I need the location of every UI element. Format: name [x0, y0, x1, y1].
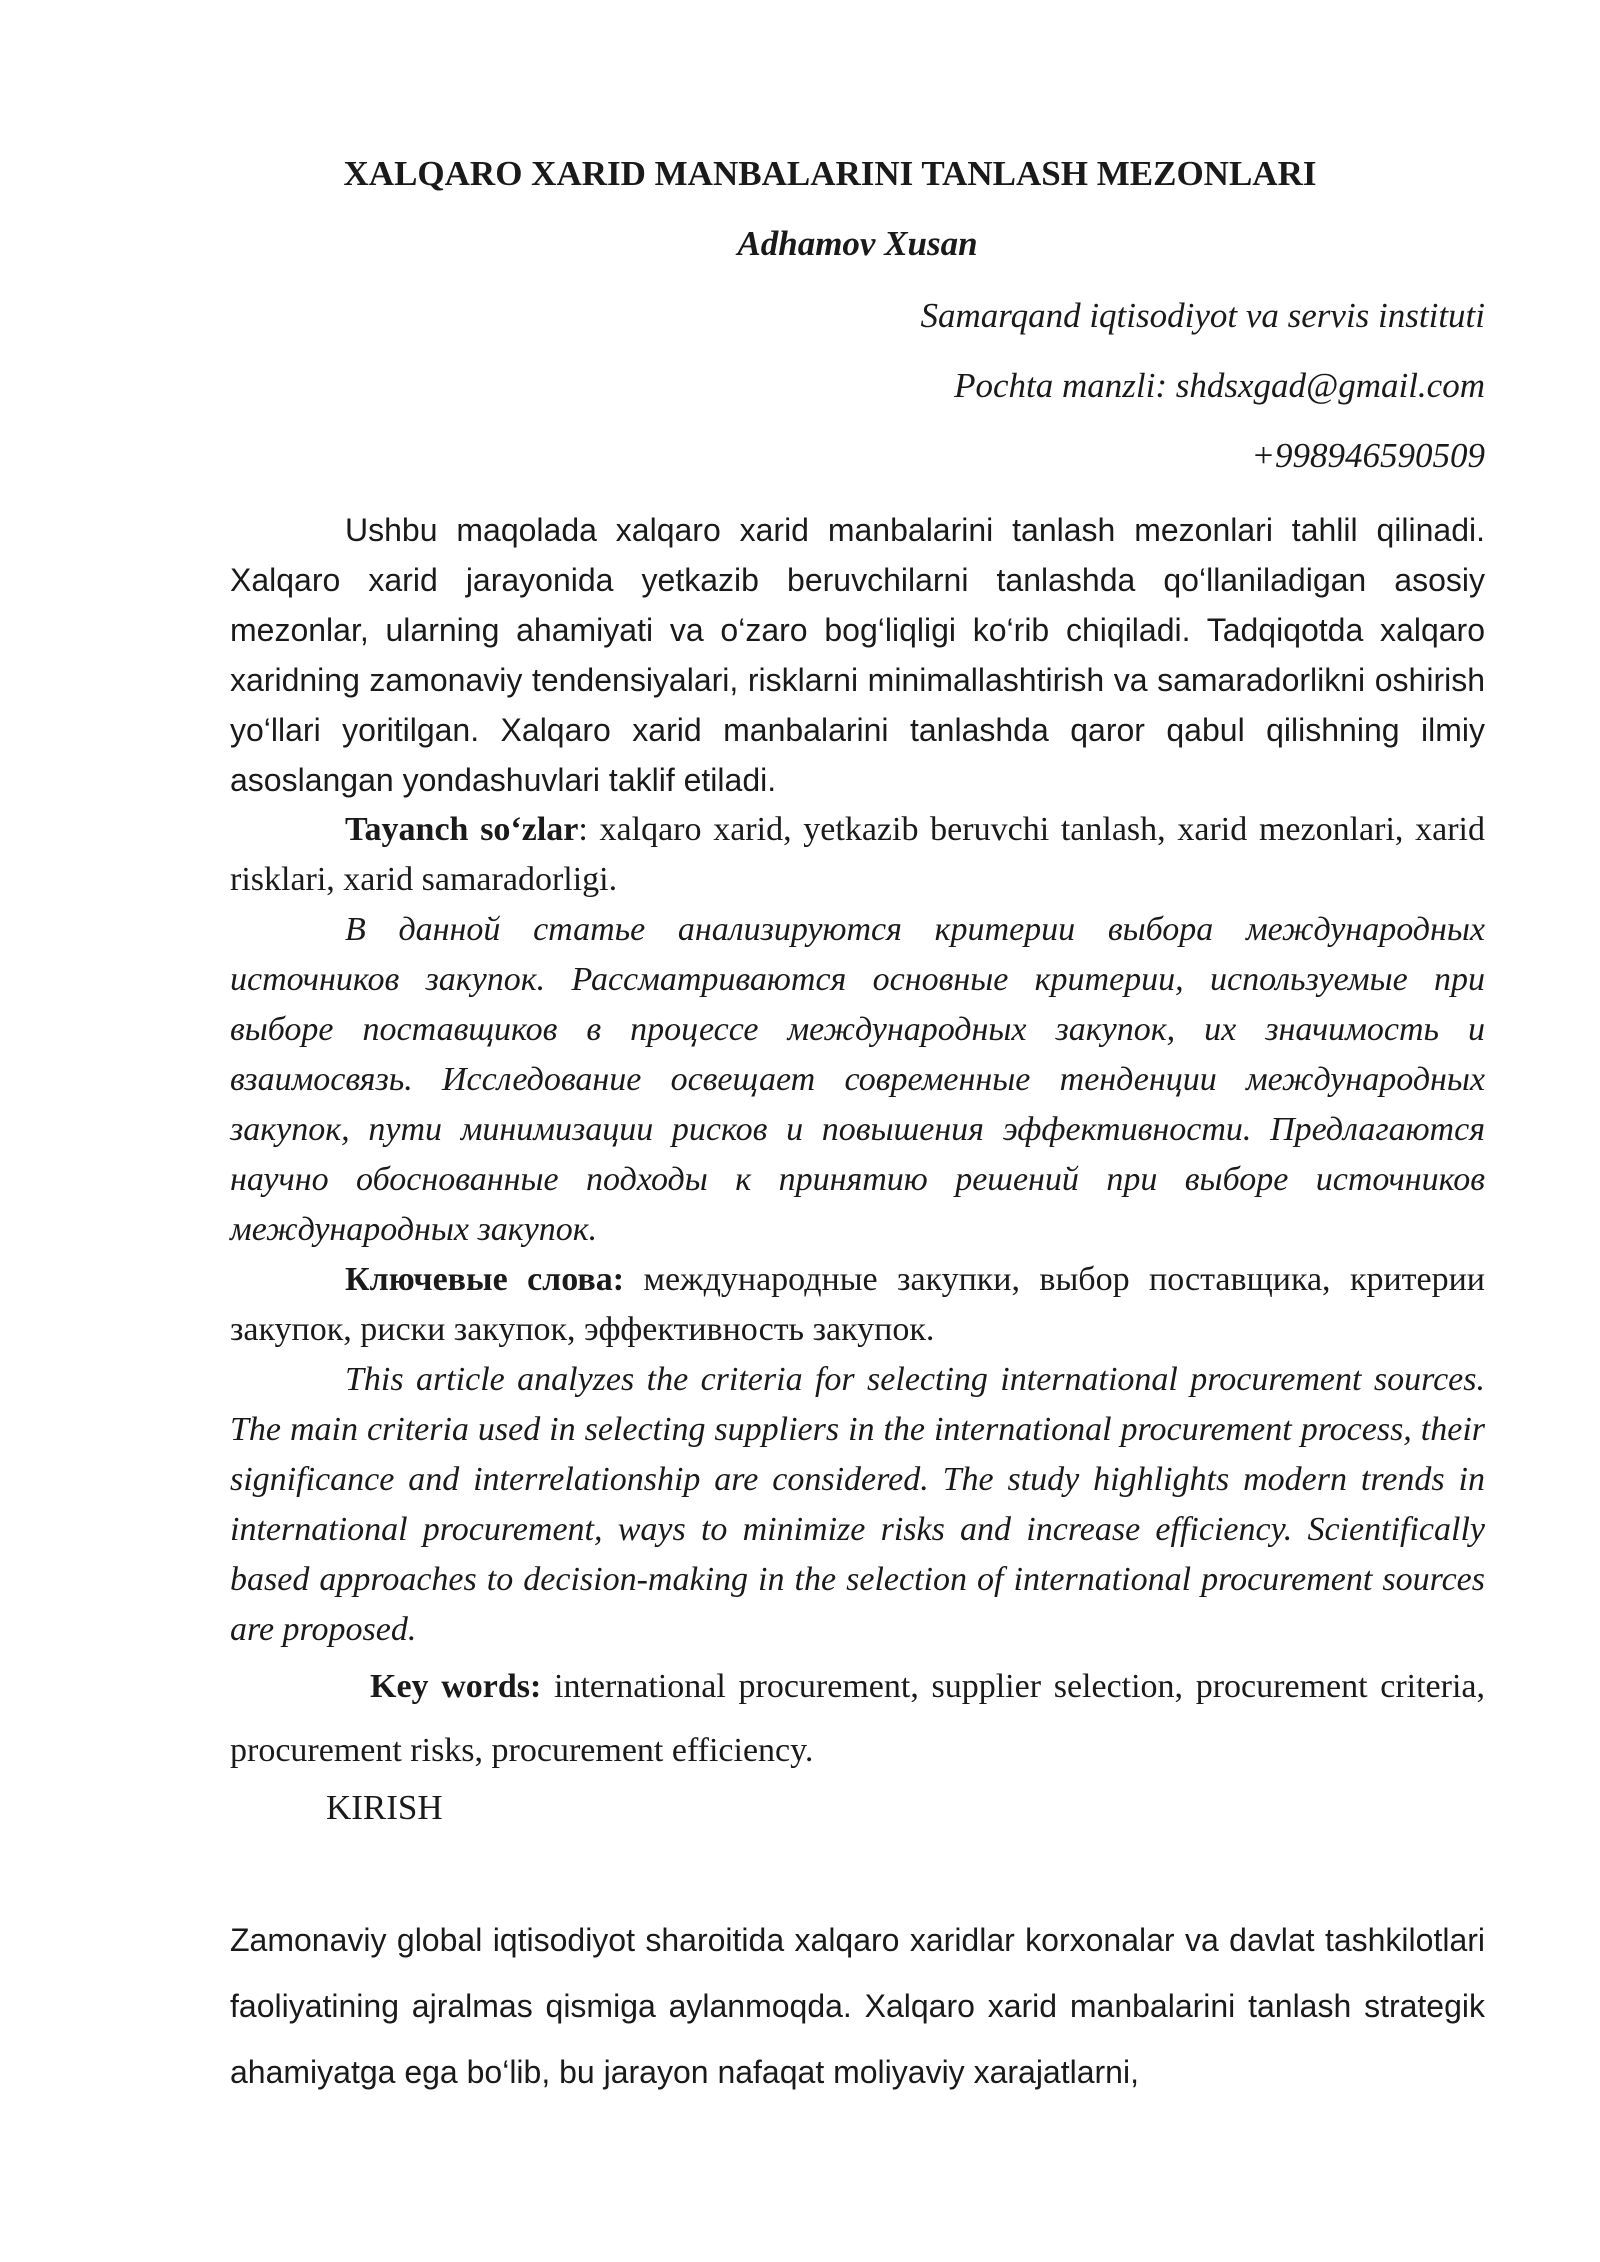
author-email: Pochta manzli: shdsxgad@gmail.com: [954, 366, 1485, 405]
abstract-uzbek: Ushbu maqolada xalqaro xarid manbalarini tanlash mezonlari tahlil qilinadi. Xalqaro xarid jarayonida yetkazib beruvchilarni tanlashda qo‘llaniladigan asosiy mezonlar, ularning ahamiyati va o‘zaro bog‘liqligi ko‘rib chiqiladi. Tadqiqotda xalqaro xaridning zamonaviy tendensiyalari, risklarni minimallashtirish va samaradorlikni oshirish yo‘llari yoritilgan. Xalqaro xarid manbalarini tanlashda qaror qabul qilishning ilmiy asoslangan yondashuvlari taklif etiladi.: [230, 512, 1485, 798]
keywords-english-label: Key words:: [370, 1668, 542, 1705]
keywords-uzbek-label: Tayanch so‘zlar: [345, 811, 579, 848]
keywords-russian-text: международные закупки, выбор поставщика, критерии закупок, риски закупок, эффективность закупок.: [230, 1261, 1485, 1348]
author-name: Adhamov Xusan: [737, 224, 978, 263]
keywords-english-text: international procurement, supplier selection, procurement criteria, procurement risks, procurement efficiency.: [230, 1668, 1485, 1769]
author-phone: +998946590509: [1251, 436, 1485, 475]
keywords-russian-label: Ключевые слова:: [345, 1261, 625, 1298]
abstract-english: This article analyzes the criteria for selecting international procurement sources. The main criteria used in selecting suppliers in the international procurement process, their significance and interrelationship are considered. The study highlights modern trends in international procurement, ways to minimize risks and increase efficiency. Scientifically based approaches to decision-making in the selection of international procurement sources are proposed.: [230, 1361, 1485, 1648]
keywords-uzbek: [230, 805, 1485, 905]
abstract-russian: В данной статье анализируются критерии выбора международных источников закупок. Рассматриваются основные критерии, используемые при выборе поставщиков в процессе международных закупок, их значимость и взаимосвязь. Исследование освещает современные тенденции международных закупок, пути минимизации рисков и повышения эффективности. Предлагаются научно обоснованные подходы к принятию решений при выборе источников международных закупок.: [230, 911, 1485, 1248]
keywords-uzbek-text: : xalqaro xarid, yetkazib beruvchi tanlash, xarid mezonlari, xarid risklari, xarid samaradorligi.: [230, 811, 1485, 898]
author-institution: Samarqand iqtisodiyot va servis instituti: [920, 296, 1485, 335]
keywords-russian: [230, 1255, 1485, 1355]
introduction-paragraph: Zamonaviy global iqtisodiyot sharoitida xalqaro xaridlar korxonalar va davlat tashkilotlari faoliyatining ajralmas qismiga aylanmoqda. Xalqaro xarid manbalarini tanlash strategik ahamiyatga ega bo‘lib, bu jarayon nafaqat moliyaviy xarajatlarni,: [230, 1922, 1485, 2090]
paper-title: XALQARO XARID MANBALARINI TANLASH MEZONLARI: [343, 154, 1317, 193]
section-heading-introduction: KIRISH: [326, 1788, 443, 1827]
keywords-english: [230, 1655, 1485, 1783]
